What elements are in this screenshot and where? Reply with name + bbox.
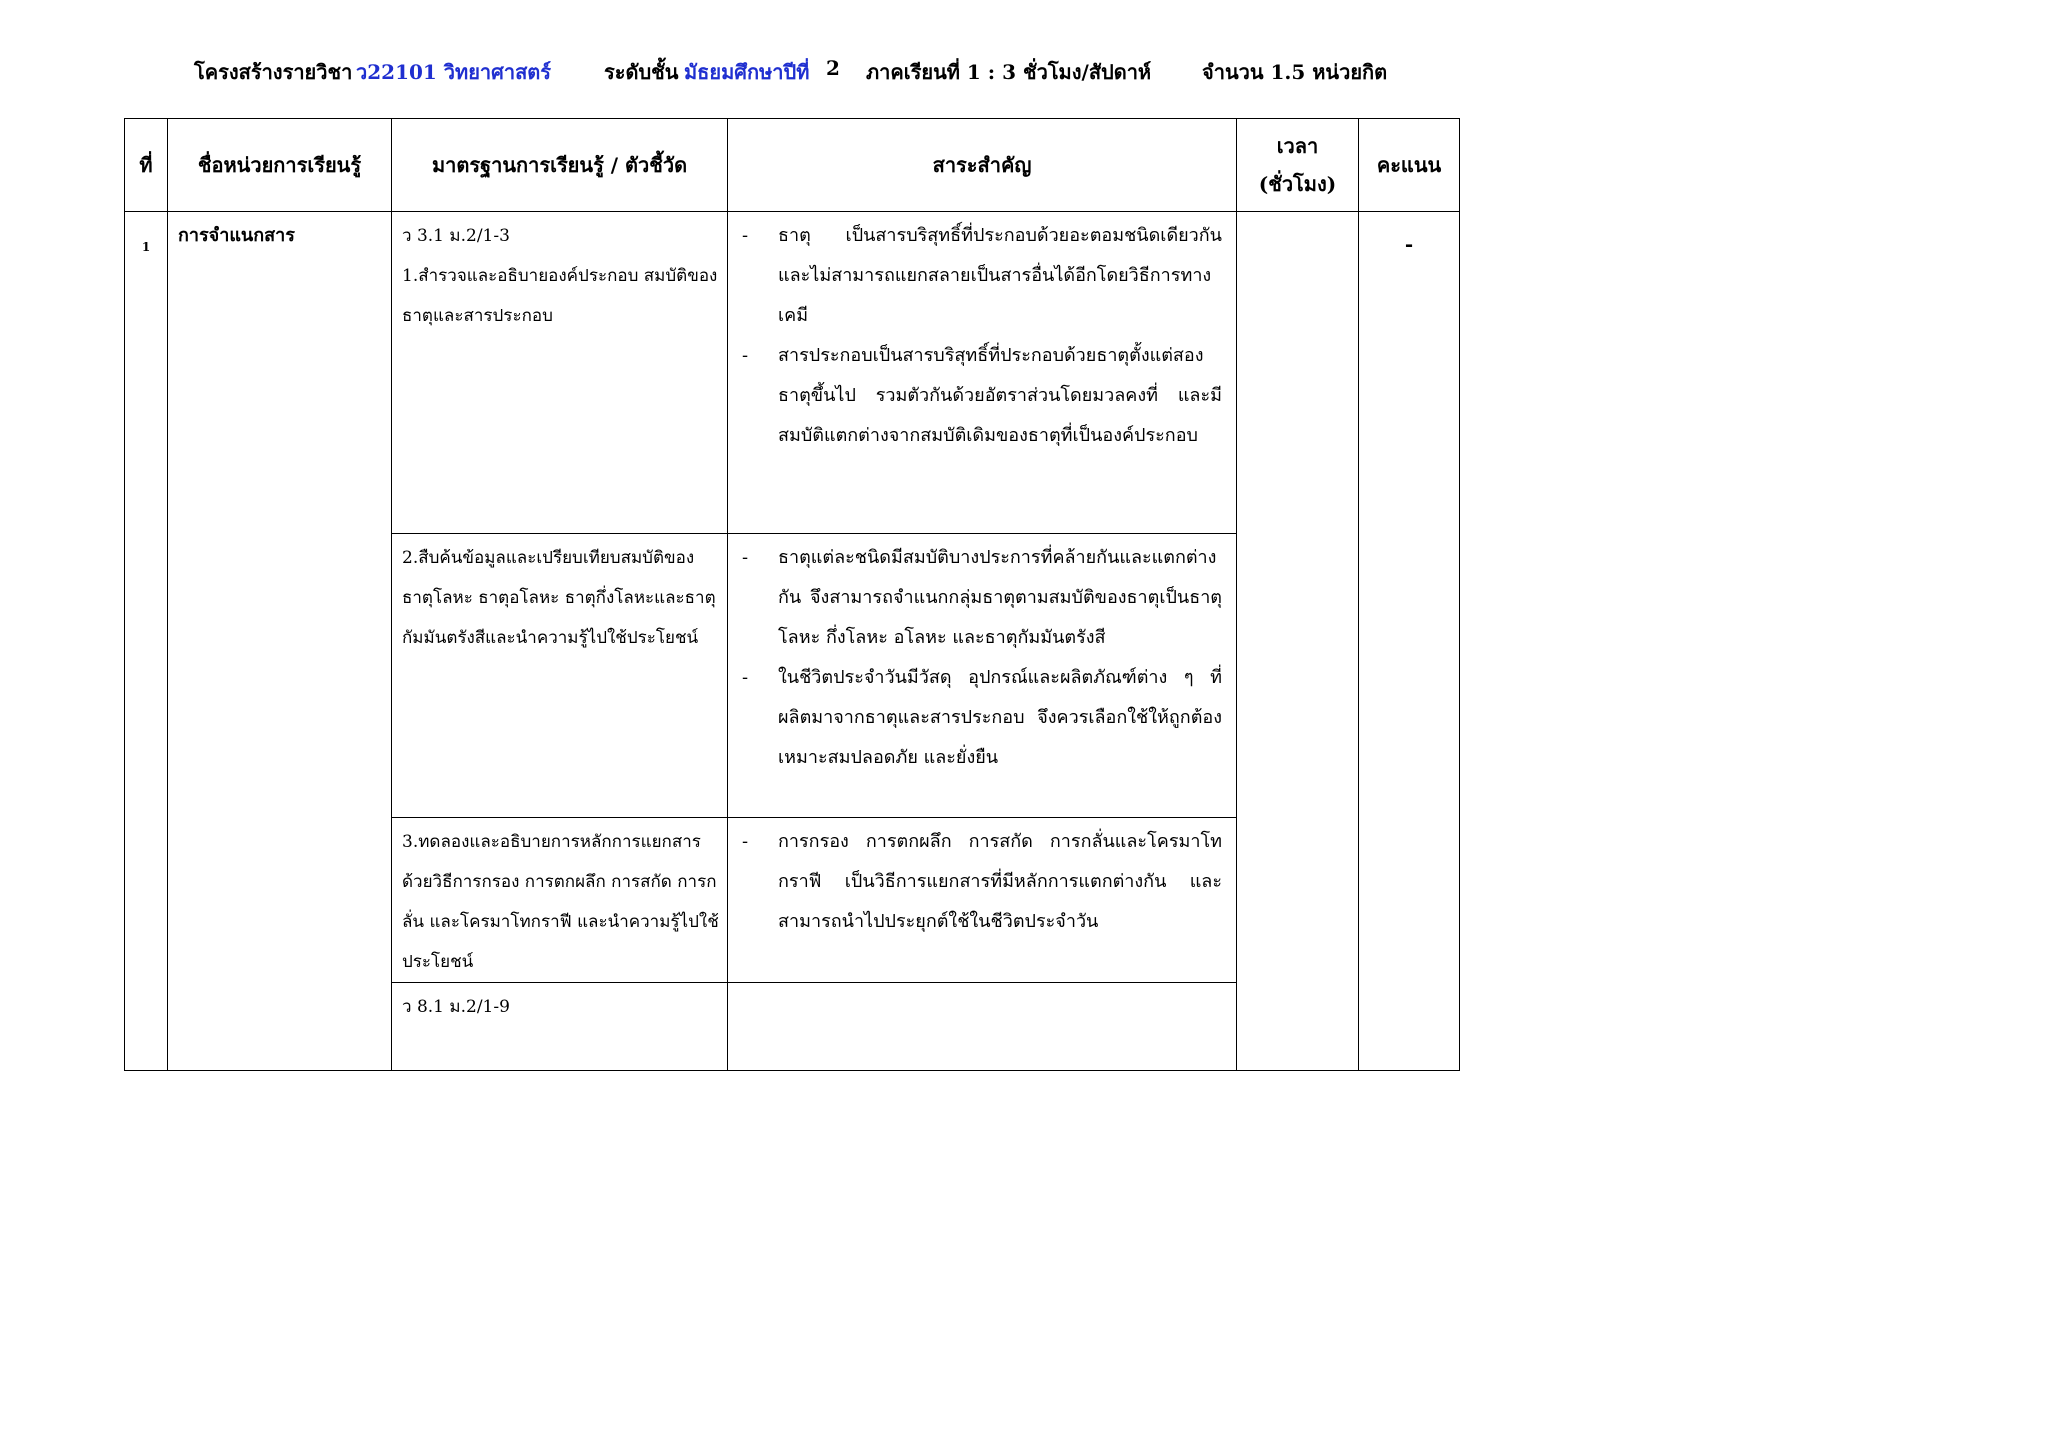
standard-cell xyxy=(392,212,728,534)
essence-point: - การกรอง การตกผลึก การสกัด การกลั่นและโครมาโทกราฟี เป็นวิธีการแยกสารที่มีหลักการแตกต่างกัน และสามารถนำไปประยุกต์ใช้ในชีวิตประจำวัน xyxy=(742,831,1222,932)
row-number: 1 xyxy=(125,212,168,1071)
essence-point: - สารประกอบเป็นสารบริสุทธิ์ที่ประกอบด้วยธาตุตั้งแต่สองธาตุขึ้นไป รวมตัวกันด้วยอัตราส่วนโดยมวลคงที่ และมีสมบัติแตกต่างจากสมบัติเดิมของธาตุที่เป็นองค์ประกอบ xyxy=(742,345,1222,446)
standard-text: 2.สืบค้นข้อมูลและเปรียบเทียบสมบัติของธาตุโลหะ ธาตุอโลหะ ธาตุกึ่งโลหะและธาตุกัมมันตรังสีและนำความรู้ไปใช้ประโยชน์ xyxy=(402,548,716,648)
header-standard: มาตรฐานการเรียนรู้ / ตัวชี้วัด xyxy=(392,119,728,212)
score-cell: - xyxy=(1359,212,1460,1071)
header-no: ที่ xyxy=(125,119,168,212)
course-code-name: ว22101 วิทยาศาสตร์ xyxy=(356,60,551,84)
time-cell xyxy=(1237,212,1359,1071)
standard-code: ว 3.1 ม.2/1-3 xyxy=(402,226,510,246)
essence-cell xyxy=(728,212,1237,534)
standard-cell xyxy=(392,534,728,818)
essence-point: - ธาตุแต่ละชนิดมีสมบัติบางประการที่คล้ายกันและแตกต่างกัน จึงสามารถจำแนกกลุ่มธาตุตามสมบัติของธาตุเป็นธาตุโลหะ กึ่งโลหะ อโลหะ และธาตุกัมมันตรังสี xyxy=(742,547,1222,648)
standard-cell xyxy=(392,818,728,983)
table-row xyxy=(125,212,1460,534)
page-header xyxy=(194,56,1454,96)
essence-cell xyxy=(728,534,1237,818)
semester-hours: ภาคเรียนที่ 1 : 3 ชั่วโมง/สัปดาห์ xyxy=(866,60,1152,84)
header-time-line2: (ชั่วโมง) xyxy=(1258,172,1337,196)
course-label: โครงสร้างรายวิชา xyxy=(194,60,353,84)
level-number: 2 xyxy=(826,56,840,80)
essence-point: - ธาตุ เป็นสารบริสุทธิ์ที่ประกอบด้วยอะตอมชนิดเดียวกัน และไม่สามารถแยกสลายเป็นสารอื่นได้อีกโดยวิธีการทางเคมี xyxy=(742,225,1222,326)
header-unit-name: ชื่อหน่วยการเรียนรู้ xyxy=(168,119,392,212)
header-essence: สาระสำคัญ xyxy=(728,119,1237,212)
standard-text: 1.สำรวจและอธิบายองค์ประกอบ สมบัติของธาตุและสารประกอบ xyxy=(402,266,718,326)
essence-cell xyxy=(728,983,1237,1071)
essence-point: - ในชีวิตประจำวันมีวัสดุ อุปกรณ์และผลิตภัณฑ์ต่าง ๆ ที่ผลิตมาจากธาตุและสารประกอบ จึงควรเลือกใช้ให้ถูกต้อง เหมาะสมปลอดภัย และยั่งยืน xyxy=(742,667,1222,768)
table-header-row xyxy=(125,119,1460,212)
header-time-line1: เวลา xyxy=(1276,134,1319,158)
header-score: คะแนน xyxy=(1359,119,1460,212)
level-value: มัธยมศึกษาปีที่ xyxy=(684,60,810,84)
credit-count: จำนวน 1.5 หน่วยกิต xyxy=(1202,60,1388,84)
standard-text: 3.ทดลองและอธิบายการหลักการแยกสารด้วยวิธีการกรอง การตกผลึก การสกัด การกลั่น และโครมาโทกราฟี และนำความรู้ไปใช้ประโยชน์ xyxy=(402,832,719,972)
essence-cell xyxy=(728,818,1237,983)
header-time xyxy=(1237,119,1359,212)
course-structure-table xyxy=(124,118,1460,1071)
standard-code: ว 8.1 ม.2/1-9 xyxy=(402,997,510,1017)
unit-name: การจำแนกสาร xyxy=(168,212,392,1071)
standard-cell xyxy=(392,983,728,1071)
level-prefix: ระดับชั้น xyxy=(604,60,679,84)
